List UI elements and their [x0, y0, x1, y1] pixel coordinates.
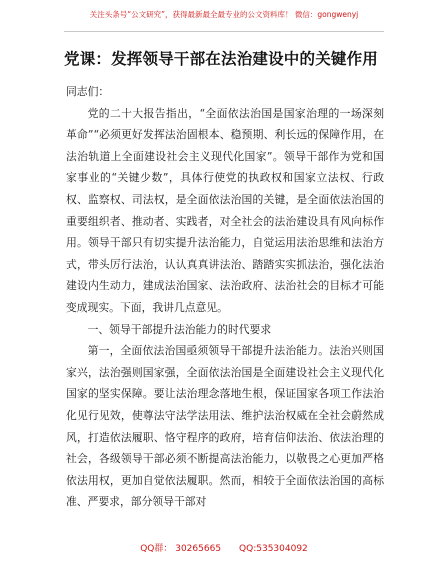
- footer-qq-group: QQ群： 30265665: [140, 544, 222, 554]
- header-divider: [64, 31, 384, 32]
- header-banner: 关注头条号“公文研究”，获得最新最全最专业的公文资料库！ 微信：gongwenyj: [89, 10, 359, 19]
- section-heading: 一、领导干部提升法治能力的时代要求: [87, 322, 272, 336]
- footer-contact: [0, 543, 448, 555]
- document-title: 党课：发挥领导干部在法治建设中的关键作用: [64, 50, 379, 68]
- salutation: 同志们：: [66, 85, 110, 98]
- footer-qq: QQ:535304092: [239, 544, 308, 554]
- paragraph-intro: 党的二十大报告指出，“全面依法治国是国家治理的一场深刻革命”“必须更好发挥法治固根本、稳预期、利长远的保障作用，在法治轨道上全面建设社会主义现代化国家”。领导干部作为党和国家事业的“关键少数”，具体行使党的执政权和国家立法权、行政权、监察权、司法权，是全面依法治国的关键，是全面依法治国的重要组织者、推动者、实践者，对全社会的法治建设具有风向标作用。领导干部只有切实提升法治能力，自觉运用法治思维和法治方式，带头厉行法治，认认真真讲法治、踏踏实实抓法治，强化法治建设内生动力，建成法治国家、法治政府、法治社会的目标才可能变成现实。下面，我讲几点意见。: [66, 106, 384, 314]
- paragraph-first-point: 第一，全面依法治国亟须领导干部提升法治能力。法治兴则国家兴，法治强则国家强，全面依法治国是全面建设社会主义现代化国家的坚实保障。要让法治理念落地生根，保证国家各项工作法治化见行见效，使尊法守法学法用法、维护法治权威在全社会蔚然成风，打造依法履职、恪守程序的政府，培育信仰法治、依法治理的社会，各级领导干部必须不断提高法治能力，以敬畏之心更加严格依法用权，更加自觉依法履职。然而，相较于全面依法治国的高标准、严要求，部分领导干部对: [66, 344, 384, 509]
- document-body: [66, 81, 384, 513]
